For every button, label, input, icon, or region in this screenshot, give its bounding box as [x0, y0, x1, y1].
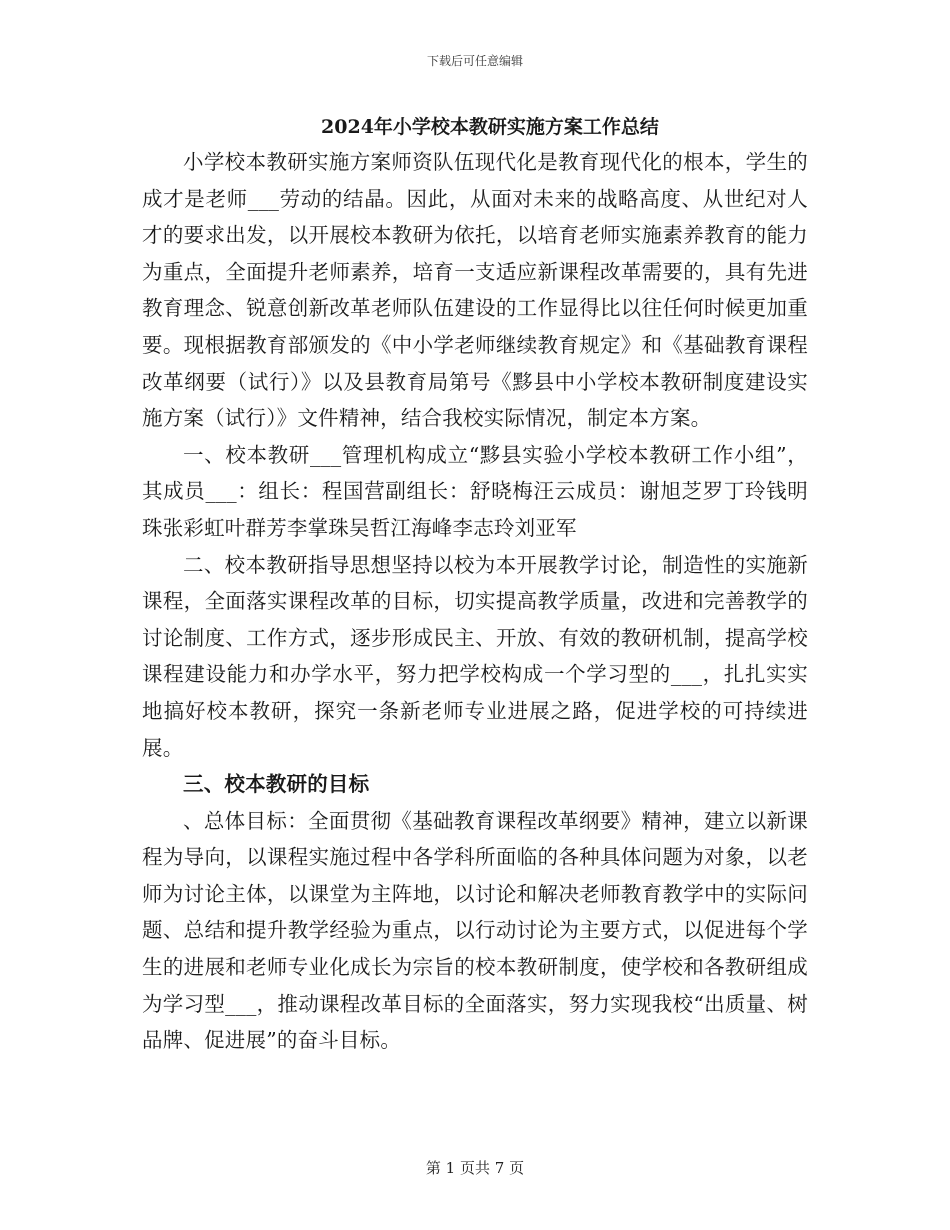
- document-body: [142, 112, 808, 1059]
- header-note: 下载后可任意编辑: [426, 54, 523, 68]
- section-heading-3: 三、校本教研的目标: [183, 772, 370, 797]
- document-title: 2024年小学校本教研实施方案工作总结: [321, 116, 659, 138]
- paragraph-section-1: 一、校本教研___管理机构成立“黟县实验小学校本教研工作小组”，其成员___：组长：程国营副组长：舒晓梅汪云成员：谢旭芝罗丁玲钱明珠张彩虹叶群芳李掌珠吴哲江海峰李志玲刘亚军: [142, 442, 808, 540]
- page-number-footer: 第 1 页共 7 页: [425, 1159, 525, 1177]
- paragraph-section-2: 二、校本教研指导思想坚持以校为本开展教学讨论，制造性的实施新课程，全面落实课程改革的目标，切实提高教学质量，改进和完善教学的讨论制度、工作方式，逐步形成民主、开放、有效的教研机制，提高学校课程建设能力和办学水平，努力把学校构成一个学习型的___，扎扎实实地搞好校本教研，探究一条新老师专业进展之路，促进学校的可持续进展。: [142, 552, 808, 760]
- paragraph-intro: 小学校本教研实施方案师资队伍现代化是教育现代化的根本，学生的成才是老师___劳动的结晶。因此，从面对未来的战略高度、从世纪对人才的要求出发，以开展校本教研为依托，以培育老师实施素养教育的能力为重点，全面提升老师素养，培育一支适应新课程改革需要的，具有先进教育理念、锐意创新改革老师队伍建设的工作显得比以往任何时候更加重要。现根据教育部颁发的《中小学老师继续教育规定》和《基础教育课程改革纲要（试行）》以及县教育局第号《黟县中小学校本教研制度建设实施方案（试行）》文件精神，结合我校实际情况，制定本方案。: [142, 150, 808, 431]
- paragraph-overall-goal: 、总体目标：全面贯彻《基础教育课程改革纲要》精神，建立以新课程为导向，以课程实施过程中各学科所面临的各种具体问题为对象，以老师为讨论主体，以课堂为主阵地，以讨论和解决老师教育教学中的实际问题、总结和提升教学经验为重点，以行动讨论为主要方式，以促进每个学生的进展和老师专业化成长为宗旨的校本教研制度，使学校和各教研组成为学习型___，推动课程改革目标的全面落实，努力实现我校“出质量、树品牌、促进展”的奋斗目标。: [142, 808, 808, 1053]
